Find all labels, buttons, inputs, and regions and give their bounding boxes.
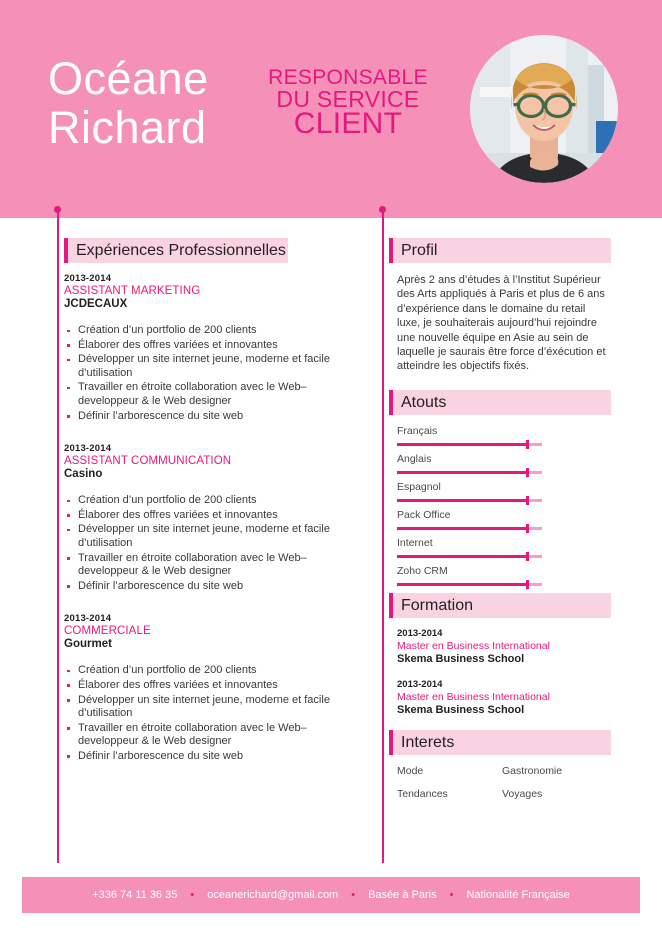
job-title-line-3: CLIENT xyxy=(293,107,403,141)
skill-bar xyxy=(397,471,542,474)
education-date: 2013-2014 xyxy=(397,627,443,639)
contact-location: Basée à Paris xyxy=(368,889,437,901)
skill-bar xyxy=(397,443,542,446)
skill-bar xyxy=(397,527,542,530)
skill-item xyxy=(389,453,611,474)
skill-item xyxy=(389,425,611,446)
skill-item xyxy=(389,565,611,586)
contact-nationality: Nationalité Française xyxy=(466,889,570,901)
job-title xyxy=(268,68,428,139)
bullet-item: Définir l’arborescence du site web xyxy=(64,410,354,424)
skill-label: Espagnol xyxy=(397,480,441,493)
skill-label: Anglais xyxy=(397,452,432,465)
interests-grid xyxy=(397,765,611,800)
experience-date: 2013-2014 xyxy=(64,443,112,455)
timeline-rail-left xyxy=(57,208,59,863)
education-school: Skema Business School xyxy=(397,652,525,665)
experience-company: Casino xyxy=(64,468,103,481)
experience-entry xyxy=(64,273,354,423)
contact-phone[interactable]: +336 74 11 36 35 xyxy=(92,889,178,901)
contact-email[interactable]: oceanerichard@gmail.com xyxy=(207,889,339,901)
contact-footer xyxy=(22,877,640,913)
bullet-item: Définir l’arborescence du site web xyxy=(64,750,354,764)
bullet-item: Travailler en étroite collaboration avec le Web– developpeur & le Web designer xyxy=(64,552,354,579)
experience-date: 2013-2014 xyxy=(64,613,112,625)
experience-company: JCDECAUX xyxy=(64,298,128,310)
interest-item: Mode xyxy=(397,764,424,777)
skill-tick xyxy=(526,552,529,561)
bullet-item: Élaborer des offres variées et innovantes xyxy=(64,339,354,353)
timeline-rail-right xyxy=(382,208,384,863)
experience-role: ASSISTANT MARKETING xyxy=(64,285,201,297)
skill-tick xyxy=(526,468,529,477)
skill-fill xyxy=(397,583,528,586)
bullet-item: Développer un site internet jeune, moderne et facile d’utilisation xyxy=(64,523,354,550)
bullet-item: Élaborer des offres variées et innovantes xyxy=(64,509,354,523)
education-entry xyxy=(397,628,611,665)
timeline-dot-left xyxy=(54,206,61,213)
skill-label: Français xyxy=(397,424,438,437)
section-header-experience: Expériences Professionnelles xyxy=(64,238,288,263)
experience-entry xyxy=(64,613,354,763)
skill-bar xyxy=(397,499,542,502)
skill-fill xyxy=(397,471,528,474)
skill-label: Internet xyxy=(397,536,433,549)
interest-item: Gastronomie xyxy=(502,764,563,777)
skill-fill xyxy=(397,527,528,530)
skills-list xyxy=(389,425,611,586)
last-name: Richard xyxy=(48,102,207,153)
skill-label: Zoho CRM xyxy=(397,564,448,577)
bullet-item: Création d’un portfolio de 200 clients xyxy=(64,494,354,508)
skill-item xyxy=(389,537,611,558)
education-degree: Master en Business International xyxy=(397,690,550,703)
interest-item: Voyages xyxy=(502,787,543,800)
experience-role: ASSISTANT COMMUNICATION xyxy=(64,455,232,468)
timeline-dot-right xyxy=(379,206,386,213)
skill-bar xyxy=(397,583,542,586)
experience-bullets xyxy=(64,664,354,763)
skill-fill xyxy=(397,555,528,558)
experience-date: 2013-2014 xyxy=(64,273,112,284)
bullet-item: Création d’un portfolio de 200 clients xyxy=(64,664,354,678)
education-school: Skema Business School xyxy=(397,703,525,716)
experience-company: Gourmet xyxy=(64,638,112,651)
separator-dot: • xyxy=(190,889,195,901)
portrait-illustration xyxy=(470,35,618,183)
skill-tick xyxy=(526,524,529,533)
right-column xyxy=(389,238,611,800)
interest-item: Tendances xyxy=(397,787,448,800)
profile-photo xyxy=(470,35,618,183)
education-entry xyxy=(397,679,611,716)
skill-fill xyxy=(397,443,528,446)
candidate-name xyxy=(48,53,209,153)
profil-text: Après 2 ans d’études à l’Institut Supérieur des Arts appliqués à Paris et plus de 6 ans d’expérience dans le domaine du retail luxe, je souhaiterais aujourd’hui rejoindre une nouvelle équipe en Asie au sein de laquelle je saurais être force d’éxécution et atteindre les objectifs fixés. xyxy=(397,274,606,373)
bullet-item: Développer un site internet jeune, moderne et facile d’utilisation xyxy=(64,353,354,380)
skill-fill xyxy=(397,499,528,502)
skill-bar xyxy=(397,555,542,558)
section-header-interets: Interets xyxy=(389,730,611,755)
skill-tick xyxy=(526,496,529,505)
bullet-item: Définir l’arborescence du site web xyxy=(64,580,354,594)
section-header-formation: Formation xyxy=(389,593,611,618)
skill-tick xyxy=(526,580,529,589)
education-degree: Master en Business International xyxy=(397,639,550,652)
first-name: Océane xyxy=(48,53,209,104)
experience-entry xyxy=(64,443,354,593)
job-title-line-1: RESPONSABLE xyxy=(268,66,428,89)
bullet-item: Création d’un portfolio de 200 clients xyxy=(64,324,354,338)
skill-label: Pack Office xyxy=(397,508,451,521)
skill-item xyxy=(389,481,611,502)
skill-item xyxy=(389,509,611,530)
bullet-item: Travailler en étroite collaboration avec le Web– developpeur & le Web designer xyxy=(64,722,354,749)
experience-bullets xyxy=(64,324,354,423)
skill-tick xyxy=(526,440,529,449)
separator-dot: • xyxy=(351,889,356,901)
section-header-atouts: Atouts xyxy=(389,390,611,415)
bullet-item: Développer un site internet jeune, moderne et facile d’utilisation xyxy=(64,694,354,721)
bullet-item: Travailler en étroite collaboration avec le Web– developpeur & le Web designer xyxy=(64,381,354,408)
header-banner xyxy=(0,0,662,218)
separator-dot: • xyxy=(449,889,454,901)
job-title-line-2: DU SERVICE xyxy=(276,86,420,113)
experience-bullets xyxy=(64,494,354,593)
left-column xyxy=(64,238,354,783)
experience-role: COMMERCIALE xyxy=(64,625,151,638)
education-date: 2013-2014 xyxy=(397,678,443,690)
bullet-item: Élaborer des offres variées et innovantes xyxy=(64,679,354,693)
section-header-profil: Profil xyxy=(389,238,611,263)
